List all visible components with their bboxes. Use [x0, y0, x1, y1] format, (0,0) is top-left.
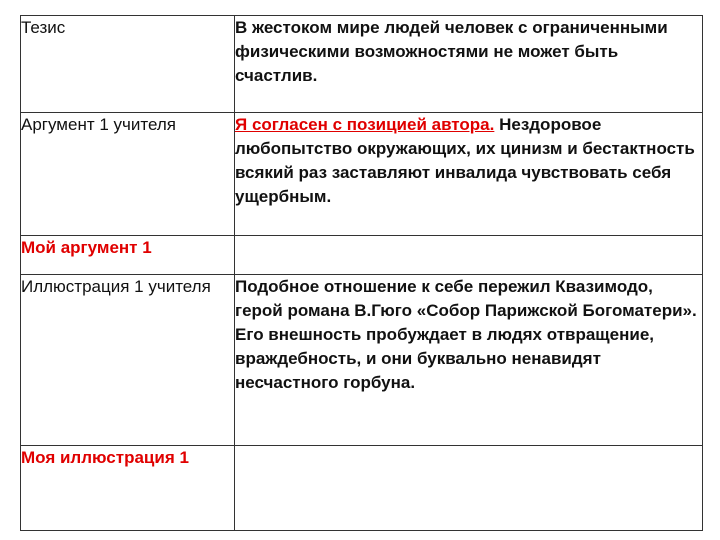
teacher-argument-label: Аргумент 1 учителя — [21, 115, 176, 134]
thesis-label: Тезис — [21, 18, 66, 37]
teacher-illustration-text: Подобное отношение к себе пережил Квазимодо, герой романа В.Гюго «Собор Парижской Богоматери». Его внешность пробуждает в людях отвращение, враждебность, и они буквально ненавидят несчастного горбуна. — [235, 277, 697, 392]
my-argument-content-cell[interactable] — [235, 236, 703, 275]
teacher-argument-content-cell — [235, 113, 703, 236]
table-row-teacher-argument — [21, 113, 703, 236]
table-row-my-argument — [21, 236, 703, 275]
author-agreement-text: Я согласен с позицией автора. — [235, 115, 495, 134]
thesis-text: В жестоком мире людей человек с ограниченными физическими возможностями не может быть счастлив. — [235, 18, 668, 85]
my-illustration-label: Моя иллюстрация 1 — [21, 448, 189, 467]
teacher-illustration-content-cell — [235, 275, 703, 446]
teacher-illustration-label: Иллюстрация 1 учителя — [21, 277, 211, 296]
thesis-label-cell — [21, 16, 235, 113]
table-row-thesis — [21, 16, 703, 113]
teacher-argument-text: Нездоровое любопытство окружающих, их цинизм и бестактность всякий раз заставляют инвалида чувствовать себя ущербным. — [235, 115, 695, 206]
teacher-illustration-label-cell — [21, 275, 235, 446]
table-row-teacher-illustration — [21, 275, 703, 446]
teacher-argument-label-cell — [21, 113, 235, 236]
my-illustration-label-cell — [21, 446, 235, 531]
my-argument-label: Мой аргумент 1 — [21, 238, 152, 257]
thesis-content-cell — [235, 16, 703, 113]
my-argument-label-cell — [21, 236, 235, 275]
argument-table — [20, 15, 703, 531]
table-row-my-illustration — [21, 446, 703, 531]
my-illustration-content-cell[interactable] — [235, 446, 703, 531]
